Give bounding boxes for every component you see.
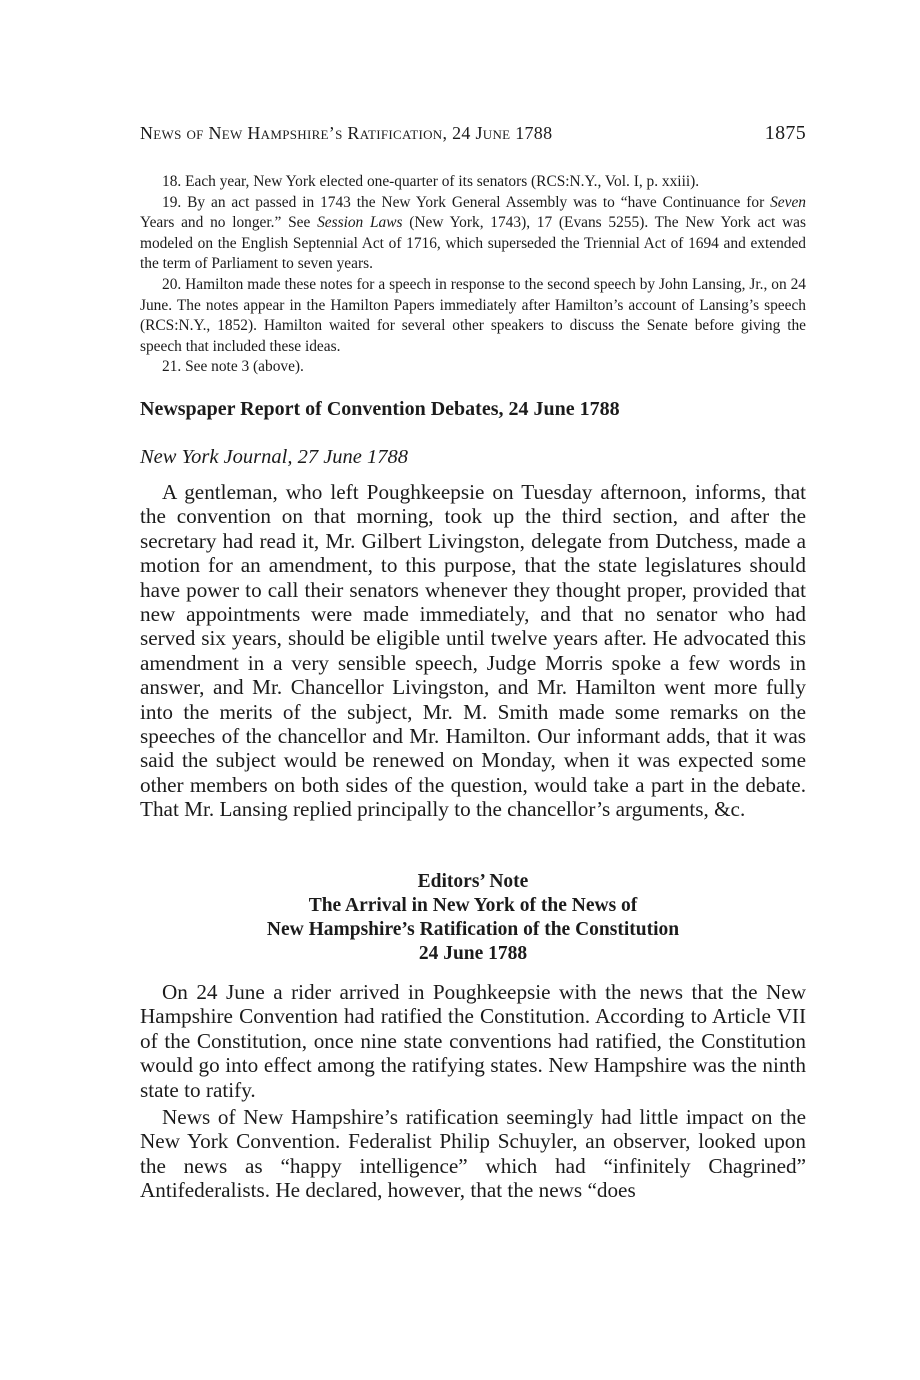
footnote-20: 20. Hamilton made these notes for a speech in response to the second speech by John Lansing, Jr., on 24 June. The notes appear in the Hamilton Papers immediately after Hamilton’s account of Lansing’s speech (RCS:N.Y., 1852). Hamilton waited for several other speakers to discuss the Senate before giving the speech that included these ideas. [140, 275, 806, 355]
footnote-18: 18. Each year, New York elected one-quarter of its senators (RCS:N.Y., Vol. I, p. xxiii). [162, 173, 700, 190]
footnotes [140, 172, 806, 378]
footnote-19 [140, 193, 806, 275]
footnote-19-em-seven: Seven [770, 193, 806, 211]
editors-note-body [140, 980, 806, 1203]
page-number: 1875 [764, 122, 806, 144]
editors-note-title-line-2: New Hampshire’s Ratification of the Constitution [266, 919, 680, 940]
editors-note-paragraph: On 24 June a rider arrived in Poughkeepsie with the news that the New Hampshire Convention had ratified the Constitution. According to Article VII of the Constitution, once nine state conventions had ratified, the Constitution would go into effect among the ratifying states. New Hampshire was the ninth state to ratify. [140, 980, 806, 1102]
article-paragraph: A gentleman, who left Poughkeepsie on Tuesday afternoon, informs, that the convention on that morning, took up the third section, and after the secretary had read it, Mr. Gilbert Livingston, delegate from Dutchess, made a motion for an amendment, to this purpose, that the state legislatures should have power to call their senators whenever they thought proper, provided that new appointments were made immediately, and that no senator who had served six years, should be eligible until twelve years after. He advocated this amendment in a very sensible speech, Judge Morris spoke a few words in answer, and Mr. Chancellor Livingston, and Mr. Hamilton went more fully into the merits of the subject, Mr. M. Smith made some remarks on the speeches of the chancellor and Mr. Hamilton. Our informant adds, that it was said the subject would be renewed on Monday, when it was expected some other members on both sides of the question, would take a part in the debate. That Mr. Lansing replied principally to the chancellor’s arguments, &c. [140, 480, 806, 822]
running-head-title: News of New Hampshire’s Ratification, 24 June 1788 [140, 123, 553, 143]
article-body [140, 480, 806, 822]
footnote-21: 21. See note 3 (above). [162, 358, 304, 376]
footnote-19-lead: 19. By an act passed in 1743 the New York General Assembly was to “have Continuance for [162, 193, 771, 211]
footnote-19-mid: Years and no longer.” See [140, 214, 318, 232]
footnote-19-tail: (New York, 1743), 17 (Evans 5255). The New York act was modeled on the English Septennial Act of 1716, which superseded the Triennial Act of 1694 and extended the term of Parliament to seven years. [140, 214, 806, 273]
source-line: New York Journal, 27 June 1788 [140, 446, 409, 468]
editors-note-date: 24 June 1788 [418, 943, 528, 964]
editors-note-label: Editors’ Note [417, 871, 529, 892]
running-head [140, 122, 806, 145]
editors-note-paragraph: News of New Hampshire’s ratification seemingly had little impact on the New York Convention. Federalist Philip Schuyler, an observer, looked upon the news as “happy intelligence” which had “infinitely Chagrined” Antifederalists. He declared, however, that the news “does [140, 1105, 806, 1203]
editors-note-title-line-1: The Arrival in New York of the News of [308, 895, 638, 916]
section-heading: Newspaper Report of Convention Debates, 24 June 1788 [140, 398, 620, 420]
editors-note-heading [140, 870, 806, 966]
footnote-19-em-session-laws: Session Laws [317, 214, 403, 232]
